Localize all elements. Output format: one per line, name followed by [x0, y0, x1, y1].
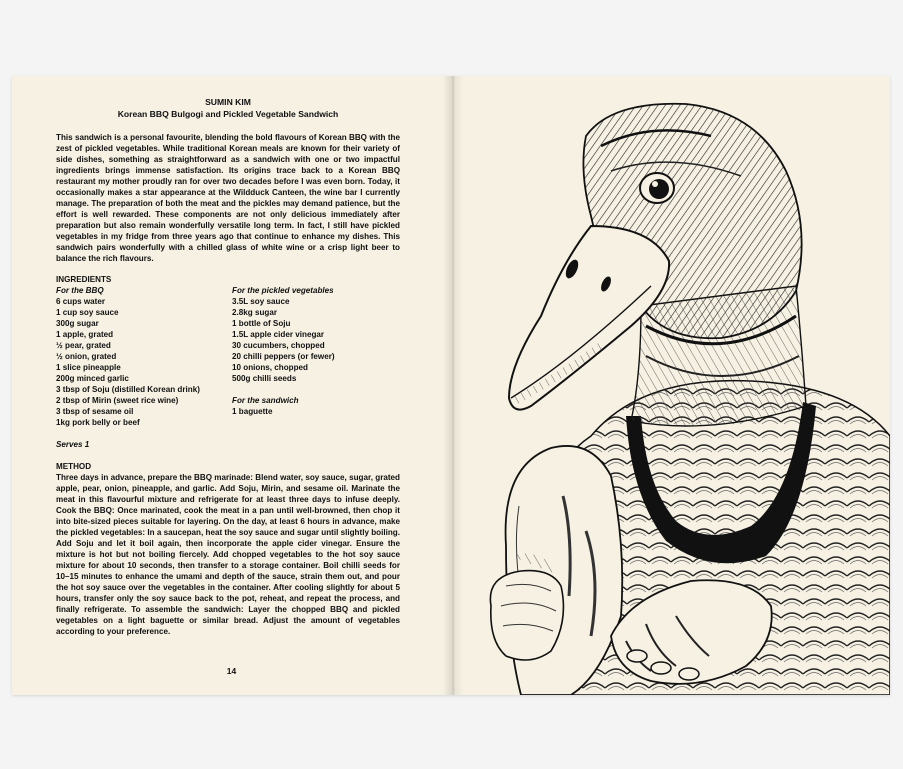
list-item: 3.5L soy sauce	[232, 297, 290, 306]
list-item: 2 tbsp of Mirin (sweet rice wine)	[56, 396, 179, 405]
list-item: 1 apple, grated	[56, 330, 114, 339]
left-hand	[490, 571, 563, 660]
duck-eye	[640, 173, 674, 203]
list-item: 300g sugar	[56, 319, 99, 328]
list-item: 6 cups water	[56, 297, 106, 306]
list-item: 200g minced garlic	[56, 374, 129, 383]
spacer	[232, 384, 400, 395]
list-item: 20 chilli peppers (or fewer)	[232, 352, 335, 361]
serves-note: Serves 1	[56, 440, 90, 449]
list-item: 1.5L apple cider vinegar	[232, 330, 325, 339]
list-item: 10 onions, chopped	[232, 363, 308, 372]
list-item: 1 cup soy sauce	[56, 308, 119, 317]
list-item: 30 cucumbers, chopped	[232, 341, 325, 350]
list-item: 3 tbsp of Soju (distilled Korean drink)	[56, 385, 200, 394]
ingredients-heading: INGREDIENTS	[56, 275, 112, 284]
list-item: ½ onion, grated	[56, 352, 117, 361]
ingredients-columns	[56, 285, 400, 428]
list-item: 1 baguette	[232, 407, 273, 416]
list-item: 1 slice pineapple	[56, 363, 121, 372]
book-spread	[12, 76, 890, 695]
pickled-heading: For the pickled vegetables	[232, 286, 334, 295]
list-item: 1 bottle of Soju	[232, 319, 291, 328]
author-name: SUMIN KIM	[205, 97, 251, 107]
list-item: 500g chilli seeds	[232, 374, 297, 383]
method-paragraph: Three days in advance, prepare the BBQ marinade: Blend water, soy sauce, sugar, grated apple, pear, onion, pineapple, and garlic. Add Soju, Mirin, and sesame oil. Marinate the meat in this flavourful mixture and refrigerate for at least three days to infuse deeply. Cook the BBQ: Once marinated, cook the meat in a pan until well-browned, then chop it into bite-sized pieces suitable for layering. On the day, at least 6 hours in advance, make the pickled vegetables: In a saucepan, heat the soy sauce and sugar until slightly boiling. Add Soju and let it boil again, then incorporate the apple cider vinegar. Ensure the mixture is hot but not boiling fiercely. Add chopped vegetables to the hot soy sauce mixture for about 10 seconds, then transfer to a storage container. Boil chilli seeds for 10–15 minutes to enhance the umami and depth of the sauce, strain them out, and pour the hot soy sauce over the vegetables in the container. After cooling slightly for about 5 hours, transfer only the soy sauce back to the pot, reheat, and repeat the process, and finally refrigerate. To assemble the sandwich: Layer the chopped BBQ and pickled vegetables on a light baguette or similar bread. Adjust the amount of vegetables according to your preference.	[56, 473, 400, 636]
recipe-content	[56, 96, 400, 637]
recipe-title: Korean BBQ Bulgogi and Pickled Vegetable Sandwich	[117, 109, 339, 119]
sandwich-heading: For the sandwich	[232, 396, 299, 405]
left-page	[12, 76, 451, 695]
list-item: 1kg pork belly or beef	[56, 418, 140, 427]
intro-paragraph: This sandwich is a personal favourite, blending the bold flavours of Korean BBQ with the zest of pickled vegetables. While traditional Korean meals are known for their variety of side dishes, something as straightforward as a sandwich with one or two impactful ingredients brings immense satisfaction. Its origins trace back to a Korean BBQ restaurant my mother proudly ran for over two decades before I was even born. Today, it occasionally makes a star appearance at the Wildduck Canteen, the wine bar I currently manage. The preparation of both the meat and the pickles may demand patience, but the effort is well rewarded. These components are not only delicious immediately after preparation but also remain wonderfully versatile long term. In fact, I still have pickled vegetables in my fridge from three years ago that continue to enhance my dishes. This sandwich pairs wonderfully with a chilled glass of white wine or a crisp light beer to balance the rich flavours.	[56, 133, 400, 263]
page-number: 14	[226, 666, 237, 676]
list-item: ½ pear, grated	[56, 341, 111, 350]
list-item: 3 tbsp of sesame oil	[56, 407, 134, 416]
right-page	[451, 76, 890, 695]
duck-person-illustration	[451, 76, 890, 695]
method-heading: METHOD	[56, 462, 92, 471]
bbq-ingredients	[56, 285, 232, 428]
list-item: 2.8kg sugar	[232, 308, 277, 317]
pickled-ingredients	[232, 285, 400, 428]
bbq-heading: For the BBQ	[56, 286, 104, 295]
